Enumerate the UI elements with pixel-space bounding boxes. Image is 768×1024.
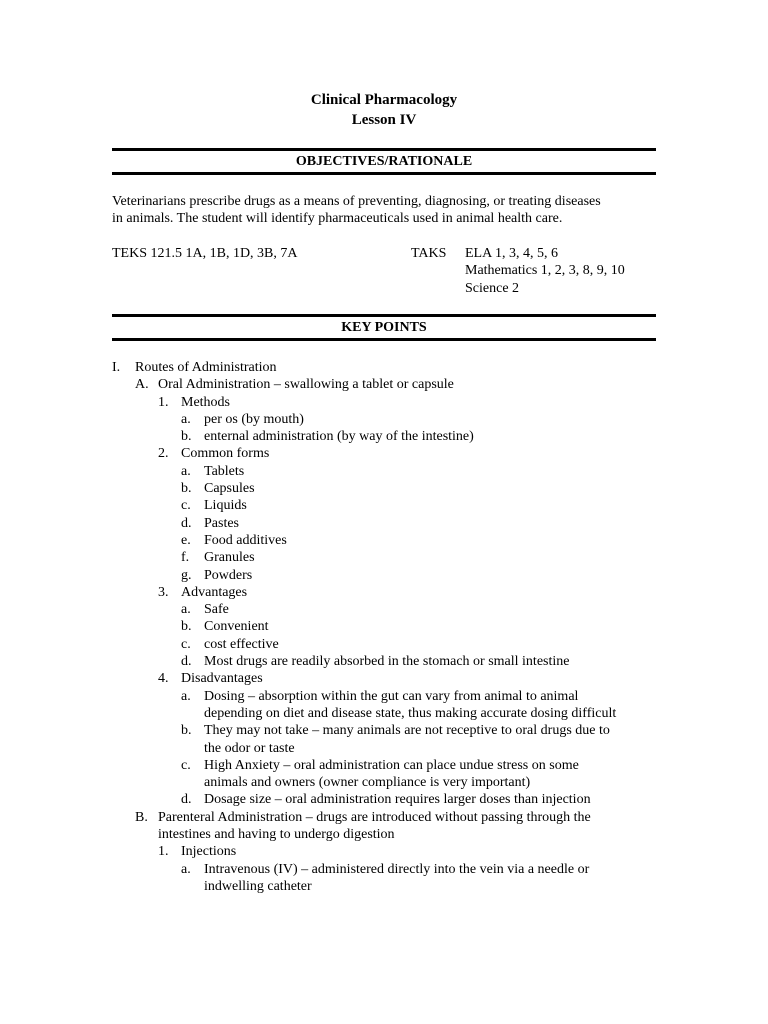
taks-line: ELA 1, 3, 4, 5, 6 — [465, 246, 558, 261]
outline-text: Safe — [204, 602, 229, 618]
outline-item — [0, 618, 768, 635]
outline-marker: 3. — [158, 584, 169, 600]
outline-text: the odor or taste — [204, 740, 295, 756]
outline-text: Liquids — [204, 498, 247, 514]
outline-item — [0, 584, 768, 601]
paragraph-line: Veterinarians prescribe drugs as a means of preventing, diagnosing, or treating diseases — [112, 194, 601, 209]
teks-standards: TEKS 121.5 1A, 1B, 1D, 3B, 7A — [112, 246, 298, 261]
outline-item — [0, 653, 768, 670]
outline-item — [0, 757, 768, 774]
section-rule-bottom — [112, 338, 656, 341]
outline-marker: c. — [181, 498, 191, 514]
outline-item — [0, 411, 768, 428]
outline-marker: g. — [181, 567, 192, 583]
outline-text: animals and owners (owner compliance is very important) — [204, 775, 531, 791]
outline-text: Dosing – absorption within the gut can vary from animal to animal — [204, 688, 579, 704]
outline-item — [0, 480, 768, 497]
outline-item — [0, 861, 768, 878]
outline-item — [0, 791, 768, 808]
outline-item — [0, 826, 768, 843]
outline-marker: a. — [181, 463, 191, 479]
lesson-number: Lesson IV — [351, 112, 417, 128]
outline-marker: b. — [181, 481, 192, 497]
outline-item — [0, 532, 768, 549]
outline-item — [0, 688, 768, 705]
outline-item — [0, 515, 768, 532]
outline-item — [0, 705, 768, 722]
outline-marker: c. — [181, 636, 191, 652]
outline-item — [0, 740, 768, 757]
outline-marker: A. — [135, 377, 149, 393]
outline-text: Parenteral Administration – drugs are introduced without passing through the — [158, 809, 591, 825]
outline-text: Pastes — [204, 515, 239, 531]
outline-text: Most drugs are readily absorbed in the stomach or small intestine — [204, 654, 570, 670]
outline-marker: B. — [135, 809, 148, 825]
outline-text: Dosage size – oral administration requires larger doses than injection — [204, 792, 591, 808]
outline-text: Methods — [181, 394, 230, 410]
outline-marker: d. — [181, 792, 192, 808]
outline-item — [0, 843, 768, 860]
outline-item — [0, 463, 768, 480]
outline-text: High Anxiety – oral administration can place undue stress on some — [204, 757, 579, 773]
outline-text: Granules — [204, 550, 255, 566]
paragraph-line: in animals. The student will identify pharmaceuticals used in animal health care. — [112, 211, 563, 227]
outline-item — [0, 722, 768, 739]
document-title: Clinical Pharmacology — [310, 92, 458, 108]
outline-text: Tablets — [204, 463, 245, 479]
outline-item — [0, 428, 768, 445]
outline-marker: 4. — [158, 671, 169, 687]
outline-marker: I. — [112, 360, 121, 375]
outline-item — [0, 394, 768, 411]
outline-text: indwelling catheter — [204, 878, 312, 894]
outline-marker: d. — [181, 515, 192, 531]
outline-text: Disadvantages — [181, 671, 263, 687]
key-points-heading: KEY POINTS — [341, 320, 427, 335]
outline-text: Food additives — [204, 532, 287, 548]
outline-marker: b. — [181, 429, 192, 445]
outline-item — [0, 670, 768, 687]
objectives-paragraph — [112, 193, 656, 228]
outline-item — [0, 497, 768, 514]
outline-text: Advantages — [181, 584, 248, 600]
outline-text: per os (by mouth) — [204, 411, 304, 427]
outline-text: depending on diet and disease state, thus making accurate dosing difficult — [204, 705, 617, 721]
outline-item — [0, 601, 768, 618]
outline-marker: a. — [181, 688, 191, 704]
outline-text: enternal administration (by way of the intestine) — [204, 429, 474, 445]
objectives-heading: OBJECTIVES/RATIONALE — [295, 154, 473, 169]
outline-marker: b. — [181, 619, 192, 635]
section-rule-top — [112, 148, 656, 151]
outline-marker: 2. — [158, 446, 169, 462]
outline-marker: b. — [181, 723, 192, 739]
outline-item — [0, 878, 768, 895]
outline-text: Oral Administration – swallowing a tablet or capsule — [158, 377, 454, 393]
taks-standards — [465, 245, 625, 297]
outline-item — [0, 445, 768, 462]
outline-text: intestines and having to undergo digestion — [158, 827, 395, 843]
outline-text: cost effective — [204, 636, 279, 652]
outline-marker: c. — [181, 757, 191, 773]
outline-marker: e. — [181, 532, 191, 548]
key-points-outline — [0, 359, 768, 895]
outline-text: Common forms — [181, 446, 270, 462]
outline-item — [0, 359, 768, 376]
outline-marker: 1. — [158, 844, 169, 860]
outline-marker: a. — [181, 411, 191, 427]
outline-text: Capsules — [204, 481, 255, 497]
section-rule-top — [112, 314, 656, 317]
taks-line: Science 2 — [465, 280, 520, 296]
outline-text: Injections — [181, 844, 237, 860]
outline-text: Routes of Administration — [135, 360, 277, 375]
outline-text: Convenient — [204, 619, 269, 635]
outline-text: Intravenous (IV) – administered directly into the vein via a needle or — [204, 861, 590, 877]
outline-text: They may not take – many animals are not receptive to oral drugs due to — [204, 723, 610, 739]
taks-label: TAKS — [411, 246, 447, 261]
taks-line: Mathematics 1, 2, 3, 8, 9, 10 — [465, 263, 625, 279]
section-rule-bottom — [112, 172, 656, 175]
outline-marker: f. — [181, 550, 190, 566]
outline-text: Powders — [204, 567, 253, 583]
outline-item — [0, 774, 768, 791]
outline-item — [0, 636, 768, 653]
outline-marker: 1. — [158, 394, 169, 410]
outline-marker: a. — [181, 861, 191, 877]
outline-item — [0, 567, 768, 584]
outline-item — [0, 809, 768, 826]
outline-item — [0, 549, 768, 566]
outline-item — [0, 376, 768, 393]
outline-marker: a. — [181, 602, 191, 618]
outline-marker: d. — [181, 654, 192, 670]
